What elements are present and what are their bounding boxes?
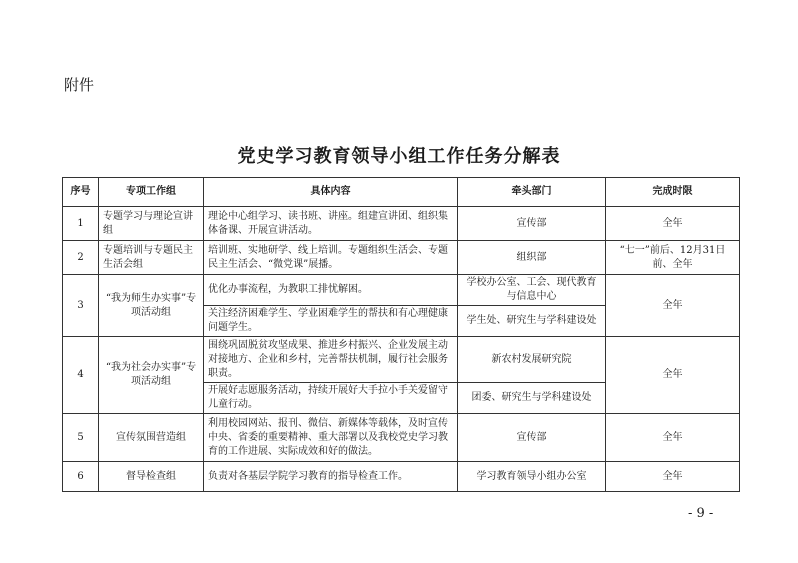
- table-row: [63, 337, 740, 383]
- document-title: 党史学习教育领导小组工作任务分解表: [237, 146, 561, 167]
- row-dept: 宣传部: [458, 414, 606, 462]
- row-deadline: 全年: [606, 462, 740, 492]
- row-no: 3: [63, 275, 99, 337]
- row-content: 关注经济困难学生、学业困难学生的帮扶和有心理健康问题学生。: [204, 306, 458, 337]
- table-row: [63, 462, 740, 492]
- page-number: - 9 -: [688, 506, 714, 521]
- attachment-label: 附件: [64, 76, 95, 94]
- row-dept: 学生处、研究生与学科建设处: [458, 306, 606, 337]
- task-table: [62, 177, 740, 492]
- row-no: 2: [63, 241, 99, 275]
- row-dept: 学校办公室、工会、现代教育与信息中心: [458, 275, 606, 306]
- row-deadline: 全年: [606, 275, 740, 337]
- row-no: 1: [63, 207, 99, 241]
- row-content: 利用校园网站、报刊、微信、新媒体等载体，及时宣传中央、省委的重要精神、重大部署以及我校党史学习教育的工作进展、实际成效和好的做法。: [204, 414, 458, 462]
- row-no: 5: [63, 414, 99, 462]
- row-deadline: 全年: [606, 337, 740, 414]
- row-group: “我为社会办实事”专项活动组: [99, 337, 204, 414]
- row-deadline: 全年: [606, 207, 740, 241]
- row-content: 理论中心组学习、读书班、讲座。组建宣讲团、组织集体备课、开展宣讲活动。: [204, 207, 458, 241]
- row-group: 督导检查组: [99, 462, 204, 492]
- table-header-row: [63, 178, 740, 207]
- row-no: 6: [63, 462, 99, 492]
- row-group: 宣传氛围营造组: [99, 414, 204, 462]
- row-content: 培训班、实地研学、线上培训。专题组织生活会、专题民主生活会、“微党课”展播。: [204, 241, 458, 275]
- row-group: 专题学习与理论宣讲组: [99, 207, 204, 241]
- row-dept: 团委、研究生与学科建设处: [458, 383, 606, 414]
- row-content: 围绕巩固脱贫攻坚成果、推进乡村振兴、企业发展主动对接地方、企业和乡村，完善帮扶机制，履行社会服务职责。: [204, 337, 458, 383]
- row-dept: 组织部: [458, 241, 606, 275]
- row-dept: 宣传部: [458, 207, 606, 241]
- header-content: 具体内容: [204, 178, 458, 207]
- row-group: 专题培训与专题民主生活会组: [99, 241, 204, 275]
- row-dept: 新农村发展研究院: [458, 337, 606, 383]
- table-row: [63, 207, 740, 241]
- header-dept: 牵头部门: [458, 178, 606, 207]
- table-row: [63, 241, 740, 275]
- row-no: 4: [63, 337, 99, 414]
- row-deadline: “七一”前后、12月31日前、全年: [606, 241, 740, 275]
- header-group: 专项工作组: [99, 178, 204, 207]
- row-content: 负责对各基层学院学习教育的指导检查工作。: [204, 462, 458, 492]
- row-content: 优化办事流程，为教职工排忧解困。: [204, 275, 458, 306]
- header-deadline: 完成时限: [606, 178, 740, 207]
- table-row: [63, 275, 740, 306]
- row-deadline: 全年: [606, 414, 740, 462]
- row-dept: 学习教育领导小组办公室: [458, 462, 606, 492]
- table-row: [63, 414, 740, 462]
- header-no: 序号: [63, 178, 99, 207]
- row-content: 开展好志愿服务活动，持续开展好大手拉小手关爱留守儿童行动。: [204, 383, 458, 414]
- row-group: “我为师生办实事”专项活动组: [99, 275, 204, 337]
